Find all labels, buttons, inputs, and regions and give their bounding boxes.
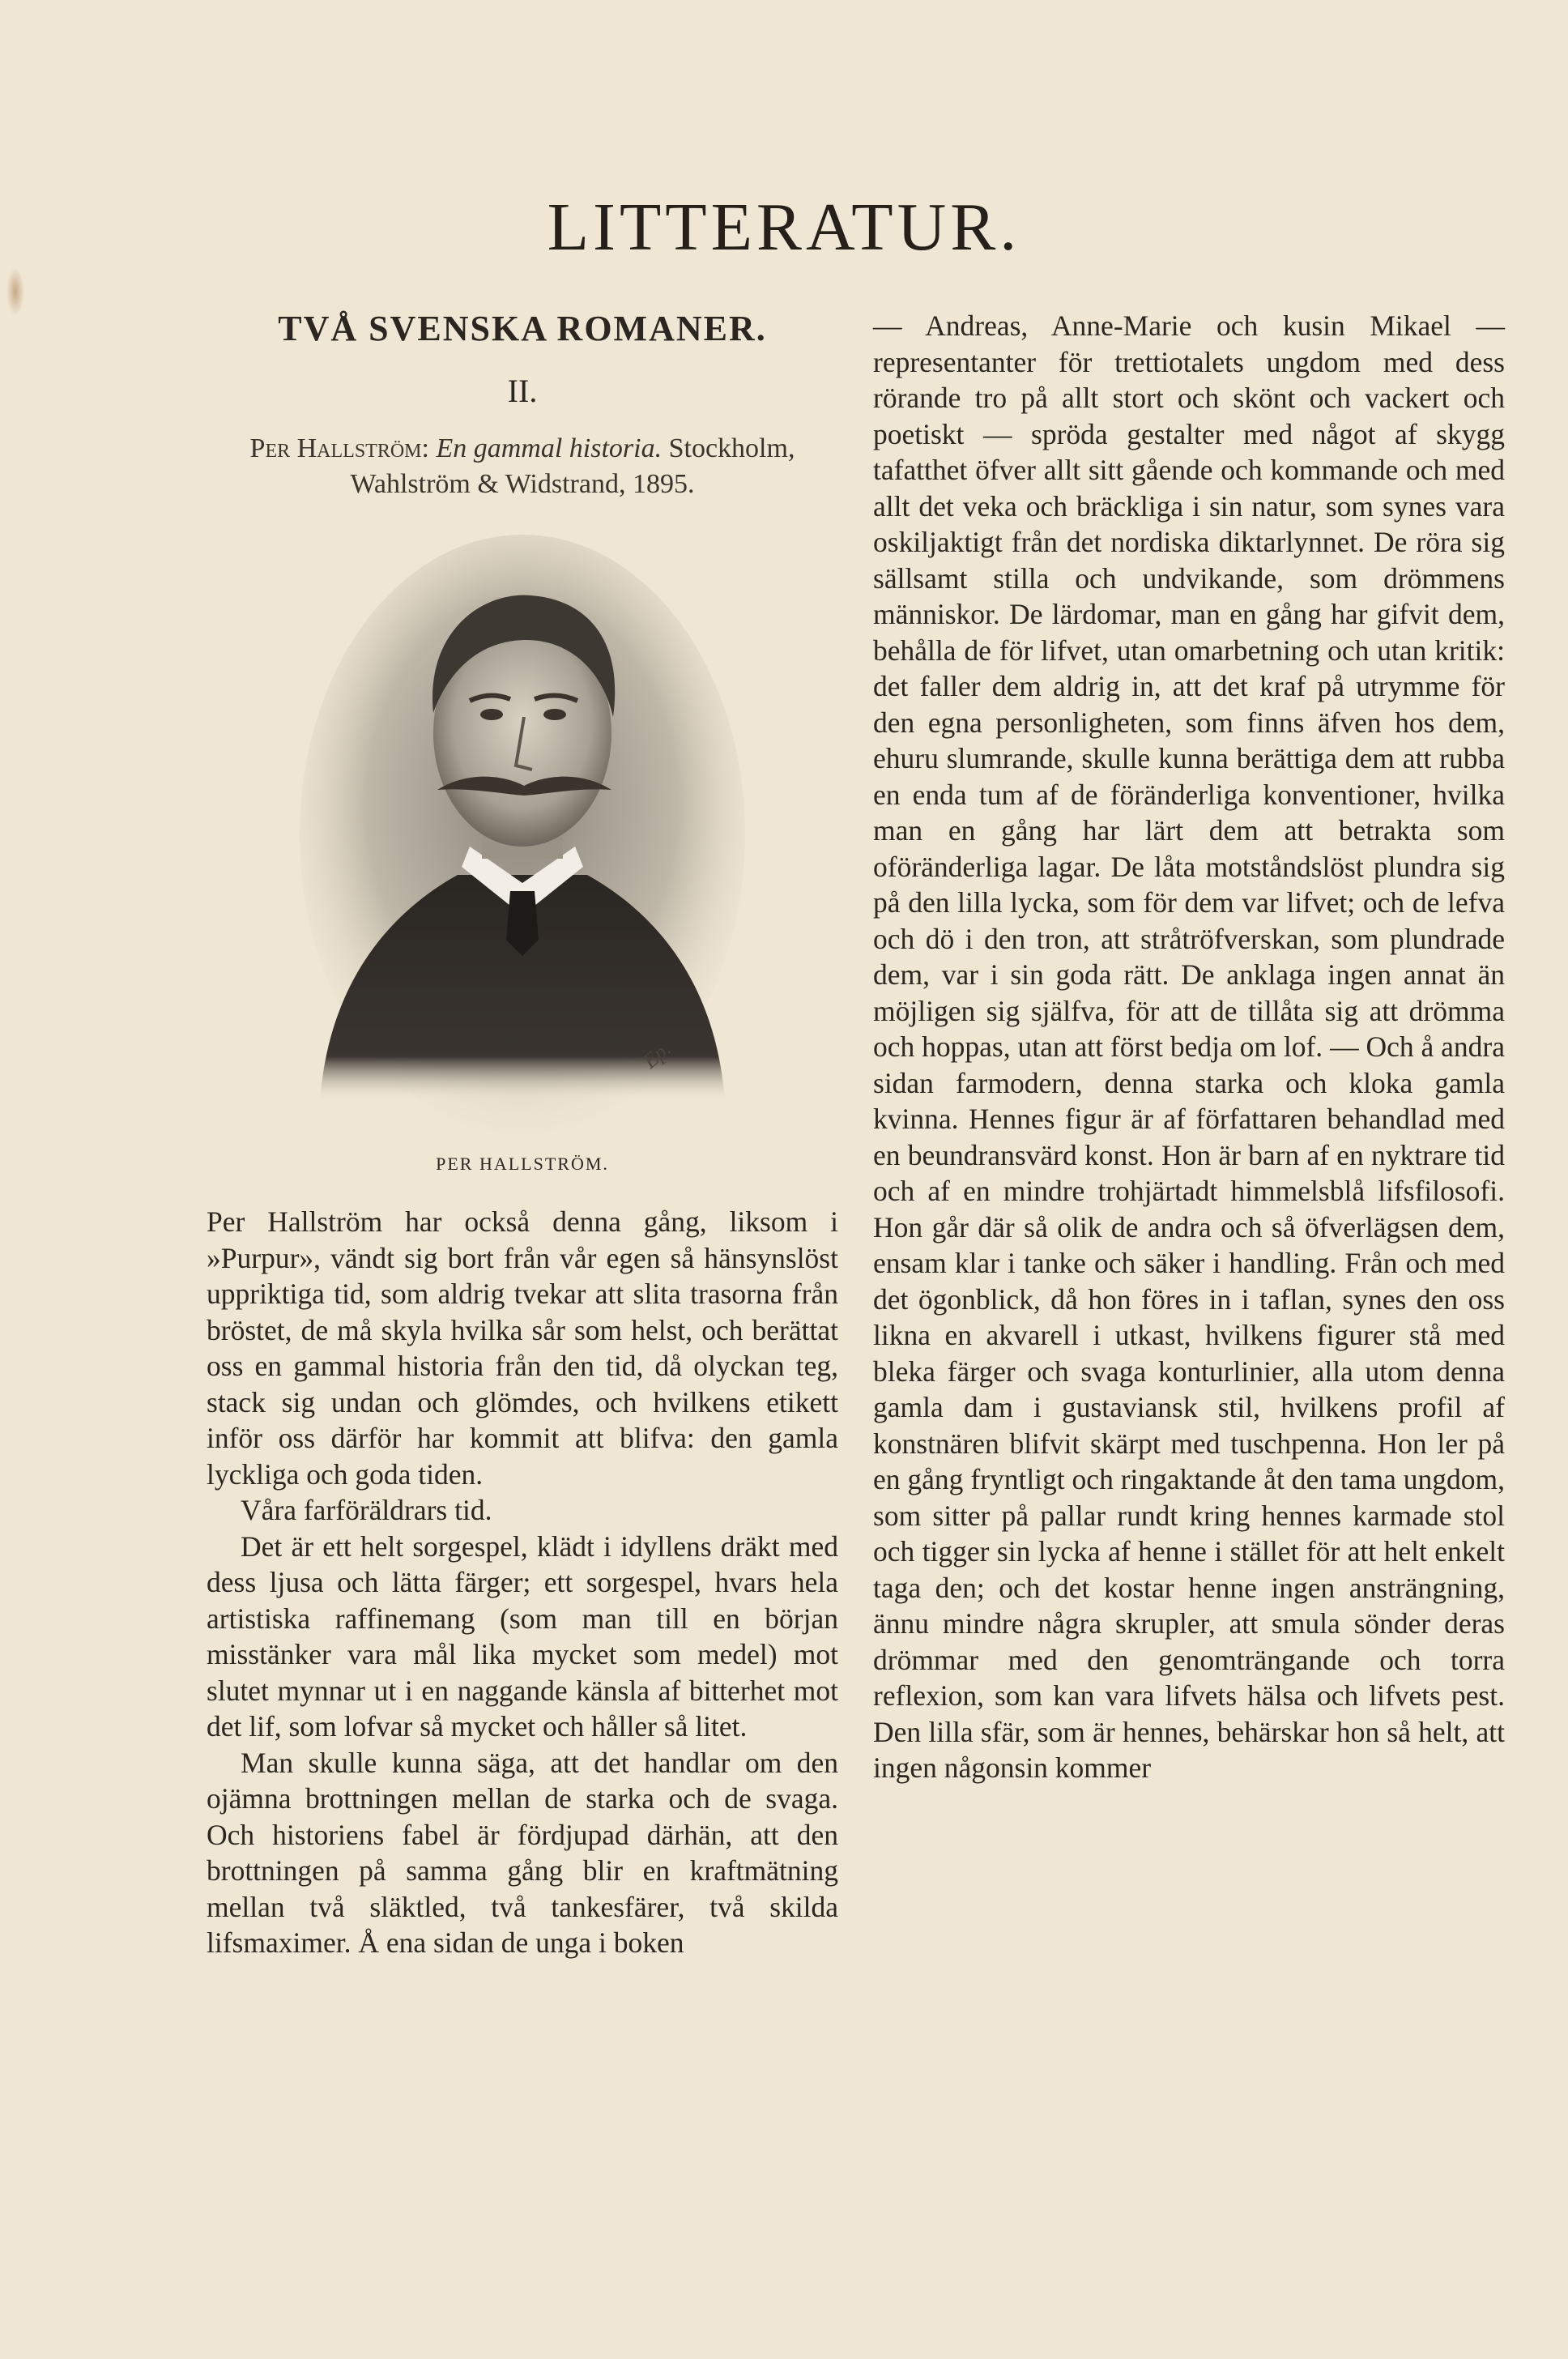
paragraph: Våra farföräldrars tid. [241, 1494, 492, 1526]
right-column [873, 308, 1505, 1786]
article-title: TVÅ SVENSKA ROMANER. [278, 309, 767, 348]
paragraph: Man skulle kunna säga, att det handlar om den ojämna brottningen mellan de starka och de svaga. Och historiens fabel är fördjupad därhän, att den brottningen på samma gång blir en kraftmätning mellan två släktled, två tankesfärer, två skilda lifsmaximer. Å ena sidan de unga i boken [207, 1746, 838, 1959]
page-title: LITTERATUR. [547, 190, 1021, 265]
paragraph: Det är ett helt sorgespel, klädt i idyllens dräkt med dess ljusa och lätta färger; ett sorgespel, hvars hela artistiska raffinemang (som man till en början misstänker vara mål lika mycket som medel) mot slutet mynnar ut i en naggande känsla af bitterhet mot det lif, som lofvar så mycket och håller så litet. [207, 1529, 838, 1743]
portrait-engraving [296, 535, 749, 1142]
citation-publisher: Stockholm, Wahlström & Widstrand, 1895. [350, 433, 795, 499]
book-citation: Per Hallström: En gammal historia. Stockholm, Wahlström & Widstrand, 1895. [249, 433, 795, 499]
portrait-photo [296, 535, 749, 1142]
citation-book-title: En gammal historia. [436, 433, 663, 463]
paper-stain [6, 267, 24, 316]
citation-author: Per Hallström [249, 433, 422, 463]
svg-text:Ep.: Ep. [638, 1036, 675, 1073]
left-column [207, 308, 838, 1961]
paragraph: Per Hallström har också denna gång, liksom i »Purpur», vändt sig bort från vår egen så hänsynslöst uppriktiga tid, som aldrig tvekar att slita trasorna från bröstet, de må skyla hvilka sår som helst, och berättat oss en gammal historia från den tid, då olyckan teg, stack sig undan och glömdes, och hvilkens etikett inför oss därför har kommit att blifva: den gamla lyckliga och goda tiden. [207, 1205, 838, 1491]
portrait-caption: PER HALLSTRÖM. [436, 1154, 609, 1174]
section-number: II. [507, 373, 538, 409]
paragraph: — Andreas, Anne-Marie och kusin Mikael — representanter för trettiotalets ungdom med dess rörande tro på allt stort och skönt och vackert och poetiskt — spröda gestalter med något af skygg tafatthet öfver allt sitt gående och kommande och med allt det veka och bräckliga i sin natur, som synes vara oskiljaktigt från det nordiska diktarlynnet. De röra sig sällsamt stilla och undvikande, som drömmens människor. De lärdomar, man en gång har gifvit dem, behålla de för lifvet, utan omarbetning och utan kritik: det faller dem aldrig in, att det kraf på utrymme för den egna personligheten, som finns äfven hos dem, ehuru slumrande, skulle kunna berättiga dem att rubba en enda tum af de föränderliga konventioner, hvilka man en gång har lärt dem att betrakta som oföränderliga lagar. De låta motståndslöst plundra sig på den lilla lycka, som för dem var lifvet; och de lefva och dö i den tron, att stråtröfverskan, som plundrade dem, var i sin goda rätt. De anklaga ingen annat än möjligen sig själfva, för att de tillåta sig att drömma och hoppas, utan att först bedja om lof. — Och å andra sidan farmodern, denna starka och kloka gamla kvinna. Hennes figur är af författaren behandlad med en beundransvärd konst. Hon är barn af en nyktrare tid och af en mindre trohjärtadt himmelsblå lifsfilosofi. Hon går där så olik de andra och så öfverlägsen dem, ensam klar i tanke och säker i handling. Från och med det ögonblick, då hon föres in i taflan, synes den oss likna en akvarell i utkast, hvilkens figurer stå med bleka färger och svaga konturlinier, alla utom denna gamla dam i gustaviansk stil, hvilkens profil af konstnären blifvit skärpt med tuschpenna. Hon ler på en gång fryntligt och ringaktande åt den tama ungdom, som sitter på pallar rundt kring hennes karmade stol och tigger sin lycka af henne i stället för att helt enkelt taga den; och det kostar henne ingen ansträngning, ännu mindre några skrupler, att smula sönder deras drömmar med den genomträngande och torra reflexion, som kan vara lifvets hälsa och lifvets pest. Den lilla sfär, som är hennes, behärskar hon så helt, att ingen någonsin kommer [873, 309, 1505, 1784]
